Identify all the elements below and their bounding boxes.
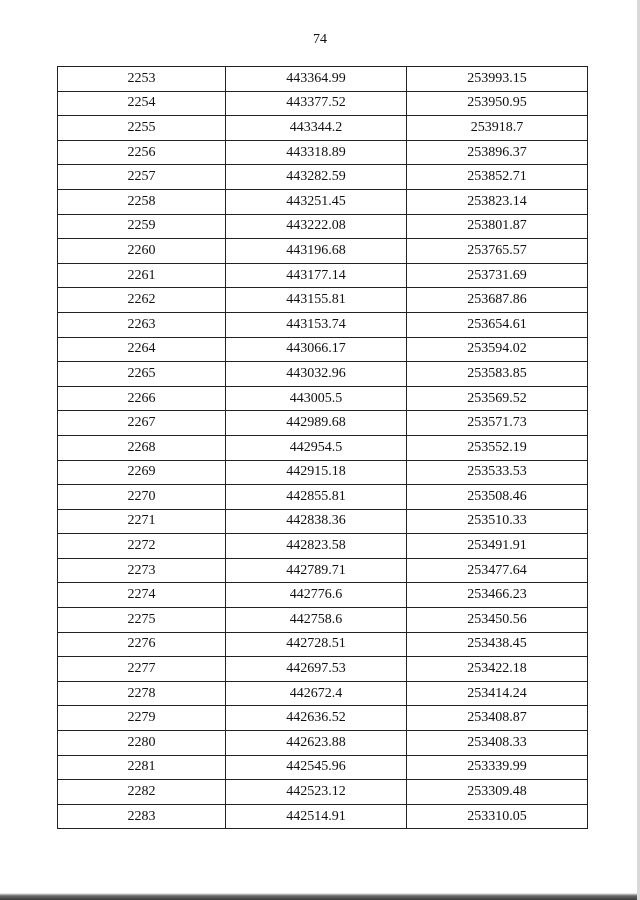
table-row [58,386,588,411]
y-coordinate-cell: 253552.19 [407,435,588,460]
point-number-cell: 2267 [58,411,226,436]
point-number-cell: 2256 [58,140,226,165]
x-coordinate-cell: 443251.45 [226,189,407,214]
point-number-cell: 2258 [58,189,226,214]
page-number: 74 [313,32,327,47]
point-number-cell: 2264 [58,337,226,362]
coordinates-table [57,66,588,829]
table-row [58,435,588,460]
table-row [58,509,588,534]
table-row [58,337,588,362]
y-coordinate-cell: 253422.18 [407,657,588,682]
table-row [58,263,588,288]
point-number-cell: 2271 [58,509,226,534]
x-coordinate-cell: 442954.5 [226,435,407,460]
table-row [58,362,588,387]
point-number-cell: 2276 [58,632,226,657]
point-number-cell: 2265 [58,362,226,387]
coordinates-table-body [58,67,588,829]
table-row [58,681,588,706]
y-coordinate-cell: 253339.99 [407,755,588,780]
y-coordinate-cell: 253571.73 [407,411,588,436]
table-row [58,312,588,337]
y-coordinate-cell: 253310.05 [407,804,588,829]
y-coordinate-cell: 253918.7 [407,116,588,141]
x-coordinate-cell: 443153.74 [226,312,407,337]
y-coordinate-cell: 253896.37 [407,140,588,165]
y-coordinate-cell: 253533.53 [407,460,588,485]
x-coordinate-cell: 443222.08 [226,214,407,239]
y-coordinate-cell: 253569.52 [407,386,588,411]
point-number-cell: 2262 [58,288,226,313]
scan-edge-bottom [0,893,640,900]
y-coordinate-cell: 253687.86 [407,288,588,313]
y-coordinate-cell: 253309.48 [407,780,588,805]
x-coordinate-cell: 442855.81 [226,485,407,510]
x-coordinate-cell: 443377.52 [226,91,407,116]
table-row [58,411,588,436]
x-coordinate-cell: 443364.99 [226,67,407,92]
y-coordinate-cell: 253765.57 [407,239,588,264]
x-coordinate-cell: 442823.58 [226,534,407,559]
x-coordinate-cell: 443066.17 [226,337,407,362]
table-row [58,460,588,485]
point-number-cell: 2274 [58,583,226,608]
x-coordinate-cell: 443005.5 [226,386,407,411]
table-row [58,755,588,780]
table-row [58,583,588,608]
y-coordinate-cell: 253477.64 [407,558,588,583]
table-row [58,140,588,165]
y-coordinate-cell: 253414.24 [407,681,588,706]
y-coordinate-cell: 253594.02 [407,337,588,362]
table-row [58,214,588,239]
table-row [58,608,588,633]
point-number-cell: 2277 [58,657,226,682]
point-number-cell: 2257 [58,165,226,190]
x-coordinate-cell: 442776.6 [226,583,407,608]
table-row [58,485,588,510]
y-coordinate-cell: 253450.56 [407,608,588,633]
table-row [58,288,588,313]
point-number-cell: 2261 [58,263,226,288]
point-number-cell: 2269 [58,460,226,485]
x-coordinate-cell: 442838.36 [226,509,407,534]
point-number-cell: 2268 [58,435,226,460]
x-coordinate-cell: 443155.81 [226,288,407,313]
table-row [58,67,588,92]
table-row [58,780,588,805]
y-coordinate-cell: 253438.45 [407,632,588,657]
y-coordinate-cell: 253731.69 [407,263,588,288]
table-row [58,239,588,264]
point-number-cell: 2282 [58,780,226,805]
y-coordinate-cell: 253408.33 [407,731,588,756]
y-coordinate-cell: 253801.87 [407,214,588,239]
table-row [58,189,588,214]
x-coordinate-cell: 442789.71 [226,558,407,583]
point-number-cell: 2263 [58,312,226,337]
point-number-cell: 2259 [58,214,226,239]
y-coordinate-cell: 253583.85 [407,362,588,387]
x-coordinate-cell: 443318.89 [226,140,407,165]
y-coordinate-cell: 253508.46 [407,485,588,510]
x-coordinate-cell: 443282.59 [226,165,407,190]
table-row [58,558,588,583]
x-coordinate-cell: 443196.68 [226,239,407,264]
point-number-cell: 2280 [58,731,226,756]
x-coordinate-cell: 442545.96 [226,755,407,780]
y-coordinate-cell: 253491.91 [407,534,588,559]
x-coordinate-cell: 442623.88 [226,731,407,756]
x-coordinate-cell: 442989.68 [226,411,407,436]
x-coordinate-cell: 442697.53 [226,657,407,682]
point-number-cell: 2275 [58,608,226,633]
x-coordinate-cell: 443344.2 [226,116,407,141]
point-number-cell: 2283 [58,804,226,829]
point-number-cell: 2260 [58,239,226,264]
point-number-cell: 2278 [58,681,226,706]
y-coordinate-cell: 253654.61 [407,312,588,337]
y-coordinate-cell: 253823.14 [407,189,588,214]
y-coordinate-cell: 253852.71 [407,165,588,190]
y-coordinate-cell: 253466.23 [407,583,588,608]
x-coordinate-cell: 442728.51 [226,632,407,657]
point-number-cell: 2254 [58,91,226,116]
point-number-cell: 2270 [58,485,226,510]
x-coordinate-cell: 442523.12 [226,780,407,805]
point-number-cell: 2273 [58,558,226,583]
point-number-cell: 2279 [58,706,226,731]
x-coordinate-cell: 442915.18 [226,460,407,485]
x-coordinate-cell: 443032.96 [226,362,407,387]
y-coordinate-cell: 253950.95 [407,91,588,116]
x-coordinate-cell: 442758.6 [226,608,407,633]
table-row [58,534,588,559]
point-number-cell: 2253 [58,67,226,92]
table-row [58,632,588,657]
point-number-cell: 2266 [58,386,226,411]
y-coordinate-cell: 253408.87 [407,706,588,731]
point-number-cell: 2272 [58,534,226,559]
y-coordinate-cell: 253993.15 [407,67,588,92]
table-row [58,116,588,141]
x-coordinate-cell: 443177.14 [226,263,407,288]
table-row [58,91,588,116]
y-coordinate-cell: 253510.33 [407,509,588,534]
table-row [58,657,588,682]
x-coordinate-cell: 442672.4 [226,681,407,706]
x-coordinate-cell: 442514.91 [226,804,407,829]
point-number-cell: 2281 [58,755,226,780]
table-row [58,165,588,190]
x-coordinate-cell: 442636.52 [226,706,407,731]
table-row [58,804,588,829]
table-row [58,731,588,756]
point-number-cell: 2255 [58,116,226,141]
table-row [58,706,588,731]
